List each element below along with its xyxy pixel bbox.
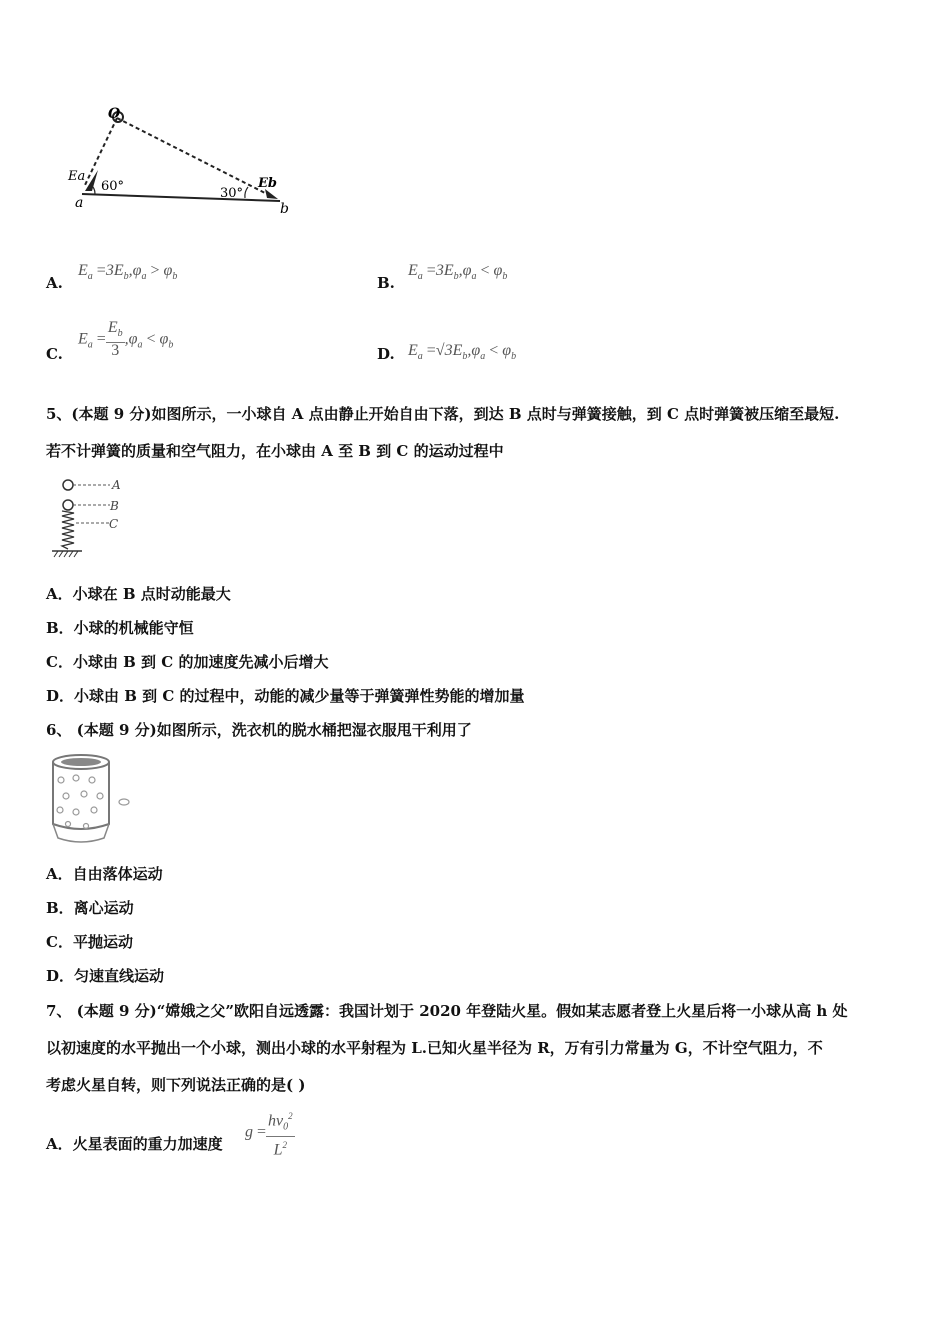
q7-stem-line1: 7、 (本题 9 分)“嫦娥之父”欧阳自远透露：我国计划于 2020 年登陆火星。假如某志愿者登上火星后将一小球从高 h 处	[46, 1002, 848, 1020]
q4-option-A-formula: $E_a =3E_b,\varphi_a > \varphi_b$	[78, 262, 178, 283]
q5-option-A: A．小球在 B 点时动能最大	[46, 585, 231, 603]
label-A: A	[112, 478, 121, 492]
q5-option-C: C．小球由 B 到 C 的加速度先减小后增大	[46, 653, 329, 671]
label-C: C	[109, 517, 119, 531]
q7-option-A-text: A．火星表面的重力加速度	[46, 1135, 223, 1153]
q6-option-C: C．平抛运动	[46, 933, 133, 951]
label-B: B	[110, 499, 119, 513]
q4-option-B-formula: $E_a =3E_b,\varphi_a < \varphi_b$	[408, 262, 508, 283]
label-Eb: Eb	[258, 176, 277, 191]
label-angle-b: 30°	[220, 186, 244, 201]
q4-option-D-formula: $E_a =√3E_b,\varphi_a < \varphi_b$	[408, 342, 517, 363]
label-b: b	[280, 201, 289, 217]
label-Ea: Ea	[68, 169, 86, 184]
q4-option-C-letter: C.	[46, 345, 63, 363]
q5-stem-line2: 若不计弹簧的质量和空气阻力，在小球由 A 至 B 到 C 的运动过程中	[46, 442, 504, 460]
q5-stem-line1: 5、(本题 9 分)如图所示，一小球自 A 点由静止开始自由下落，到达 B 点时与弹簧接触，到 C 点时弹簧被压缩至最短.	[46, 405, 840, 423]
q6-option-B: B．离心运动	[46, 899, 134, 917]
q6-spin-drum-figure	[46, 752, 141, 847]
q7-stem-line3: 考虑火星自转，则下列说法正确的是( )	[46, 1076, 306, 1094]
q4-option-D-letter: D.	[377, 345, 395, 363]
label-a: a	[75, 195, 84, 211]
q6-option-D: D．匀速直线运动	[46, 967, 165, 985]
q5-option-B: B．小球的机械能守恒	[46, 619, 194, 637]
label-O: O	[108, 106, 121, 122]
q5-option-D: D．小球由 B 到 C 的过程中，动能的减少量等于弹簧弹性势能的增加量	[46, 687, 525, 705]
q4-triangle-figure	[60, 105, 310, 225]
label-angle-a: 60°	[101, 179, 125, 194]
q6-stem: 6、 (本题 9 分)如图所示，洗衣机的脱水桶把湿衣服甩干利用了	[46, 721, 472, 739]
q7-stem-line2: 以初速度的水平抛出一个小球，测出小球的水平射程为 L.已知火星半径为 R，万有引力常量为 G，不计空气阻力，不	[46, 1039, 823, 1057]
q6-option-A: A．自由落体运动	[46, 865, 163, 883]
q7-option-A-formula: g = $\frac{hv_0^2}{L^2}$	[245, 1108, 295, 1158]
q4-option-A-letter: A.	[46, 274, 63, 292]
q4-option-B-letter: B.	[377, 274, 395, 292]
q4-option-C-formula: $E_a$ = $\frac{E_b}{3}$ $,\varphi_a < \varphi_b$	[78, 319, 174, 360]
q5-spring-figure	[48, 475, 138, 560]
